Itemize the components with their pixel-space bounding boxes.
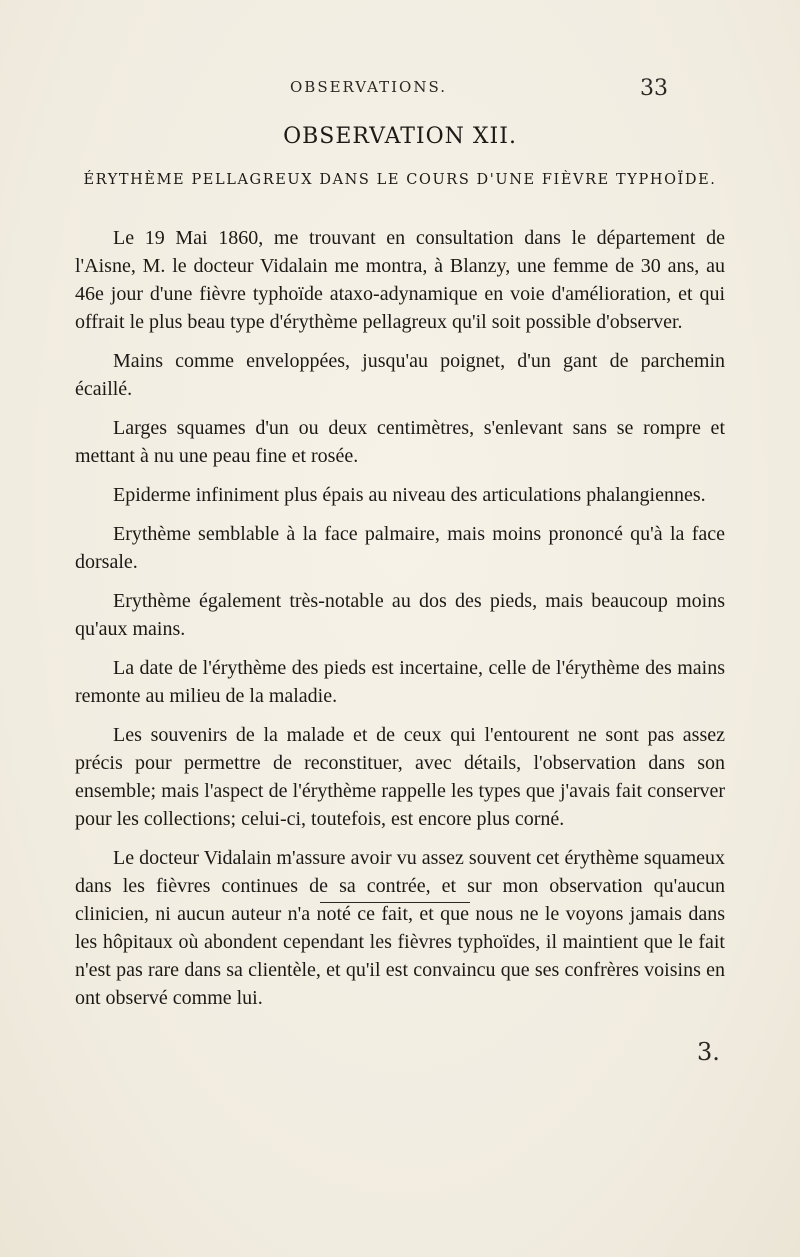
- paragraph: Epiderme infiniment plus épais au niveau des articulations phalangiennes.: [113, 484, 706, 506]
- paragraph: Les souvenirs de la malade et de ceux qui l'entourent ne sont pas assez précis pour permettre de reconstituer, avec détails, l'observation dans son ensemble; mais l'aspect de l'érythème rappelle les types que j'avais fait conserver pour les collections; celui-ci, toutefois, est encore plus corné.: [75, 724, 725, 830]
- paragraph: La date de l'érythème des pieds est incertaine, celle de l'érythème des mains remonte au milieu de la maladie.: [75, 657, 725, 707]
- paragraph: Mains comme enveloppées, jusqu'au poignet, d'un gant de parchemin écaillé.: [75, 350, 725, 400]
- page-number: 33: [640, 76, 668, 101]
- paragraph: Le docteur Vidalain m'assure avoir vu assez souvent cet érythème squameux dans les fièvres continues de sa contrée, et sur mon observation qu'aucun clinicien, ni aucun auteur n'a noté ce fait, et que nous ne le voyons jamais dans les hôpitaux où abondent cependant les fièvres typhoïdes, il maintient que le fait n'est pas rare dans sa clientèle, et qu'il est convaincu que ses confrères voisins en ont observé comme lui.: [75, 847, 725, 1009]
- observation-subtitle: ÉRYTHÈME PELLAGREUX DANS LE COURS D'UNE FIÈVRE TYPHOÏDE.: [83, 172, 717, 188]
- section-divider: [320, 902, 470, 903]
- signature-mark: 3.: [697, 1038, 720, 1066]
- paragraph: Larges squames d'un ou deux centimètres, s'enlevant sans se rompre et mettant à nu une peau fine et rosée.: [75, 417, 725, 467]
- paragraph: Le 19 Mai 1860, me trouvant en consultation dans le département de l'Aisne, M. le docteur Vidalain me montra, à Blanzy, une femme de 30 ans, au 46e jour d'une fièvre typhoïde ataxo-adynamique en voie d'amélioration, et qui offrait le plus beau type d'érythème pellagreux qu'il soit possible d'observer.: [75, 227, 725, 333]
- paragraph: Erythème également très-notable au dos des pieds, mais beaucoup moins qu'aux mains.: [75, 590, 725, 640]
- body-text: [75, 224, 725, 1023]
- paragraph: Erythème semblable à la face palmaire, mais moins prononcé qu'à la face dorsale.: [75, 523, 725, 573]
- observation-title: OBSERVATION XII.: [283, 124, 517, 149]
- running-title: OBSERVATIONS.: [290, 78, 447, 96]
- running-head: [0, 78, 800, 102]
